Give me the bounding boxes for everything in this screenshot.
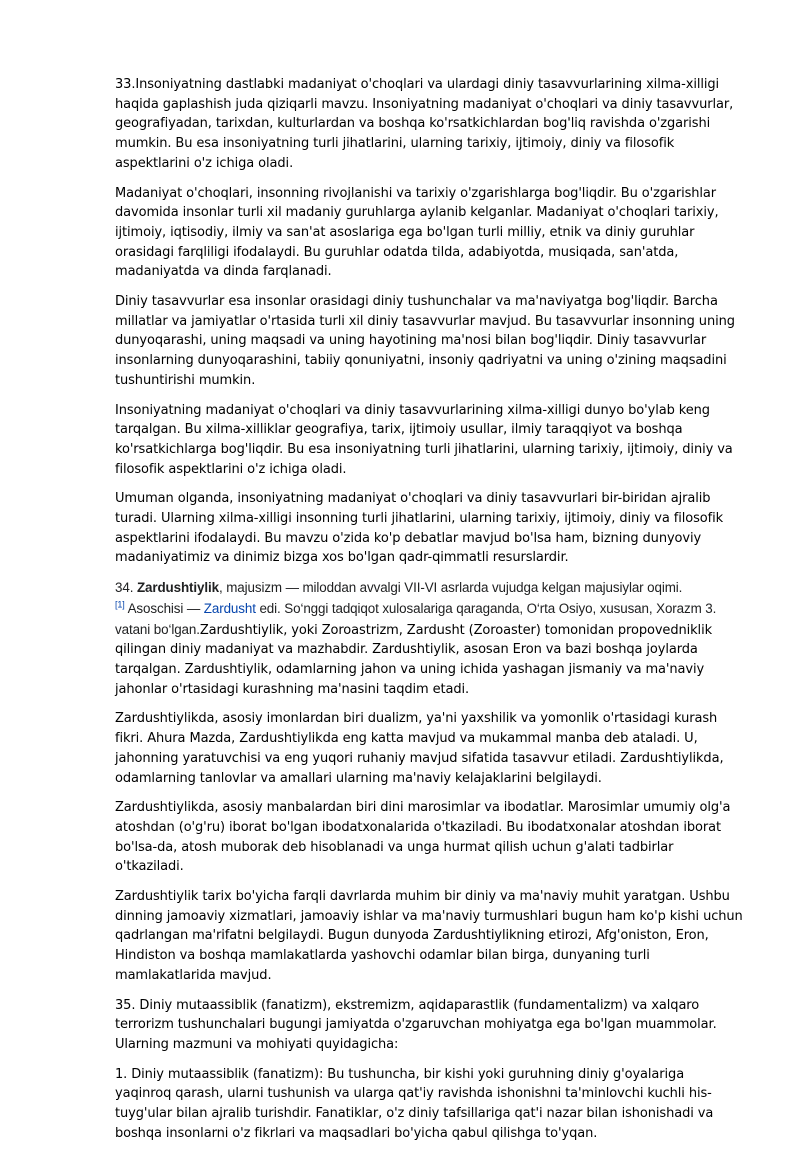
zardushtiylik-description: Zardushtiylik, yoki Zoroastrizm, Zardusht (Zoroaster) tomonidan propovedniklik qilingan diniy madaniyat va mazhabdir. Zardushtiylik, asosan Eron va bazi boshqa joylarda tarqalgan. Zardushtiylik, odamlarning jahon va uning ichida yashagan jismaniy va ma'naviy jahonlar o'rtasidagi kurashning ma'nasini taqdim etadi. — [115, 622, 713, 697]
document-page — [115, 75, 743, 1153]
paragraph-diniy-tasavvurlar: Diniy tasavvurlar esa insonlar orasidagi diniy tushunchalar va ma'naviyatga bog'liqdir. Barcha millatlar va jamiyatlar o'rtasida turli xil diniy tasavvurlar mavjud. Bu tasavvurlar insonning uning dunyoqarashi, uning maqsadi va uning hayotining ma'nosi bilan bog'liqdir. Diniy tasavvurlar insonlarning dunyoqarashini, tabiiy qonuniyatni, insoniy qadriyatni va uning o'zining maqsadini tushuntirishi mumkin. — [115, 294, 735, 388]
paragraph-dualizm: Zardushtiylikda, asosiy imonlardan biri dualizm, ya'ni yaxshilik va yomonlik o'rtasidagi kurash fikri. Ahura Mazda, Zardushtiylikda eng katta mavjud va mukammal manba deb ataladi. U, jahonning yaratuvchisi va eng yuqori ruhaniy mavjud sifatida tasavvur etiladi. Zardushtiylikda, odamlarning tanlovlar va amallari ularning ma'naviy kelajaklarini belgilaydi. — [115, 711, 724, 786]
founder-prefix: Asoschisi — — [124, 600, 204, 616]
paragraph-fanatizm: 1. Diniy mutaassiblik (fanatizm): Bu tushuncha, bir kishi yoki guruhning diniy g'oyalariga yaqinroq qarash, ularni tushunish va ularga qat'iy ravishda ishonishni ta'minlovchi kuchli his-tuyg'ular bilan ajralib turishdir. Fanatiklar, o'z diniy tafsillariga qat'i nazar bilan ishonishadi va boshqa insonlarni o'z fikrlari va maqsadlari bo'yicha qabul qilishga to'yqan. — [115, 1066, 714, 1141]
section-number: 34. — [115, 580, 137, 596]
paragraph-umuman: Umuman olganda, insoniyatning madaniyat o'choqlari va diniy tasavvurlari bir-biridan ajralib turadi. Ularning xilma-xilligi insonning turli jihatlarini, ularning tarixiy, ijtimoiy, diniy va filosofik aspektlarini ifodalaydi. Bu mavzu o'zida ko'p debatlar mavjud bo'lsa ham, bizning dunyoviy madaniyatimiz va dinimiz bizga xos bo'lgan qadr-qimmatli resurslardir. — [115, 491, 724, 566]
paragraph-33-intro: 33.Insoniyatning dastlabki madaniyat o'choqlari va ulardagi diniy tasavvurlarining xilma-xilligi haqida gaplashish juda qiziqarli mavzu. Insoniyatning madaniyat o'choqlari va diniy tasavvurlar, geografiyadan, tarixdan, kulturlardan va boshqa ko'rsatkichlardan bog'liq ravishda o'zgarishi mumkin. Bu esa insoniyatning turli jihatlarini, ularning tarixiy, ijtimoiy, diniy va filosofik aspektlarini o'z ichiga oladi. — [115, 77, 734, 171]
paragraph-tarix: Zardushtiylik tarix bo'yicha farqli davrlarda muhim bir diniy va ma'naviy muhit yaratgan. Ushbu dinning jamoaviy xizmatlari, jamoaviy ishlar va ma'naviy turmushlari bugun ham ko'p kishi uchun qadrlangan ma'rifatni belgilaydi. Bugun dunyoda Zardushtiylikning etirozi, Afg'oniston, Eron, Hindiston va boshqa mamlakatlarda yashovchi odamlar bilan birga, dunyaning turli mamlakatlarida mavjud. — [115, 889, 743, 983]
term-definition: , majusizm — miloddan avvalgi VII-VI asrlarda vujudga kelgan majusiylar oqimi. — [218, 580, 683, 596]
paragraph-34-zardushtiylik — [115, 578, 743, 699]
paragraph-madaniyat: Madaniyat o'choqlari, insonning rivojlanishi va tarixiy o'zgarishlarga bog'liqdir. Bu o'zgarishlar davomida insonlar turli xil madaniy guruhlarga aylanib kelganlar. Madaniyat o'choqlari tarixiy, ijtimoiy, iqtisodiy, ilmiy va san'at asoslariga ega bo'lgan turli milliy, etnik va diniy guruhlar orasidagi farqliligi ifodalaydi. Bu guruhlar odatda tilda, adabiyotda, musiqada, san'atda, madaniyatda va dinda farqlanadi. — [115, 185, 719, 280]
footnote-link[interactable]: [1] — [115, 599, 125, 610]
founder-suffix: edi. So‘nggi tadqiqot xulosalariga qaraganda, O‘rta Osiyo, xususan, Xorazm 3. vatani bo‘lgan. — [115, 600, 717, 637]
paragraph-marosimlar: Zardushtiylikda, asosiy manbalardan biri dini marosimlar va ibodatlar. Marosimlar umumiy olg'a atoshdan (o'g'ru) iborat bo'lgan ibodatxonalarida o'tkaziladi. Bu ibodatxonalar atoshdan iborat bo'lsa-da, atosh muborak deb hisoblanadi va unga hurmat qilish uchun g'alati tadbirlar o'tkaziladi. — [115, 800, 731, 875]
paragraph-xilma-xillik: Insoniyatning madaniyat o'choqlari va diniy tasavvurlarining xilma-xilligi dunyo bo'ylab keng tarqalgan. Bu xilma-xilliklar geografiya, tarix, ijtimoiy usullar, ilmiy taraqqiyot va boshqa ko'rsatkichlarga bog'liqdir. Bu esa insoniyatning turli jihatlarini, ularning tarixiy, ijtimoiy, diniy va filosofik aspektlarini o'z ichiga oladi. — [115, 402, 733, 477]
paragraph-35-intro: 35. Diniy mutaassiblik (fanatizm), ekstremizm, aqidaparastlik (fundamentalizm) va xalqaro terrorizm tushunchalari bugungi jamiyatda o'zgaruvchan mohiyatga ega bo'lgan muammolar. Ularning mazmuni va mohiyati quyidagicha: — [115, 997, 717, 1052]
term-zardushtiylik: Zardushtiylik — [136, 580, 219, 596]
zardusht-link[interactable]: Zardusht — [203, 600, 256, 616]
